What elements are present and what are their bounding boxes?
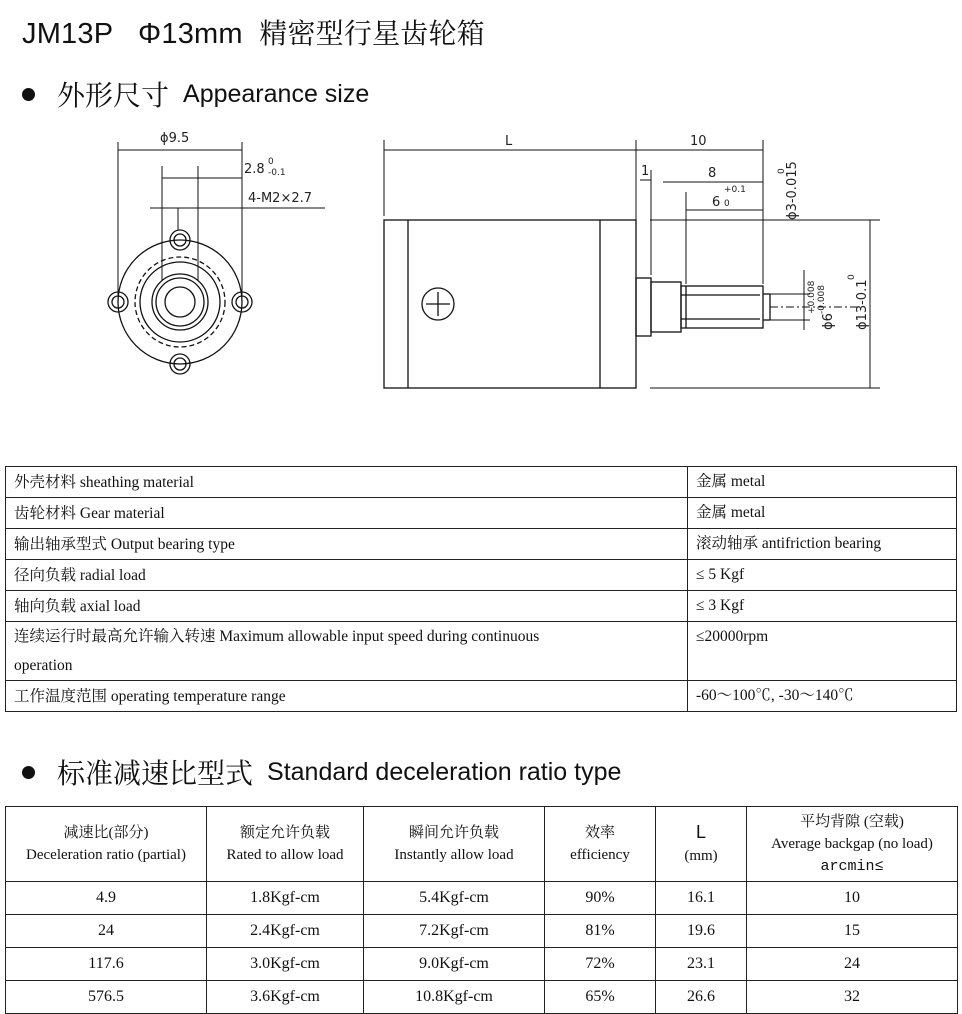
backlash-cell: 32 [747, 981, 958, 1014]
rated-load-cell: 3.6Kgf-cm [207, 981, 364, 1014]
dim-phi13: ϕ13-0.1 [855, 279, 870, 330]
spec-value: ≤ 3 Kgf [688, 591, 957, 622]
front-boss [152, 274, 208, 330]
dim-eight: 8 [708, 166, 717, 181]
spec-row [6, 622, 957, 681]
spec-row [6, 681, 957, 712]
technical-drawing [0, 120, 962, 400]
instant-load-cell: 5.4Kgf-cm [364, 882, 545, 915]
bolt-circle [135, 257, 225, 347]
dim-L: L [505, 134, 513, 149]
dim-phi6-lower: -0.008 [817, 284, 827, 314]
instant-load-cell: 9.0Kgf-cm [364, 948, 545, 981]
shaft-circle [165, 287, 195, 317]
length-cell: 16.1 [656, 882, 747, 915]
spec-label: 输出轴承型式 Output bearing type [6, 529, 688, 560]
spec-row [6, 498, 957, 529]
appearance-heading [22, 74, 369, 114]
bullet-icon [22, 766, 35, 779]
dim-phi3: ϕ3-0.015 [785, 161, 800, 220]
dim-phi13-zero: 0 [847, 274, 857, 280]
length-cell: 23.1 [656, 948, 747, 981]
side-dimensions [384, 140, 880, 388]
efficiency-cell: 90% [545, 882, 656, 915]
table-row [6, 948, 958, 981]
ratio-heading-cn: 标准减速比型式 [57, 757, 254, 790]
instant-load-cell: 10.8Kgf-cm [364, 981, 545, 1014]
spec-label: 齿轮材料 Gear material [6, 498, 688, 529]
backlash-cell: 24 [747, 948, 958, 981]
ratio-cell: 117.6 [6, 948, 207, 981]
ratio-cell: 576.5 [6, 981, 207, 1014]
header-length: L (mm) [656, 807, 747, 882]
dim-one: 1 [641, 164, 650, 179]
spec-row [6, 467, 957, 498]
model-diameter: Φ13mm [138, 18, 243, 50]
spec-row [6, 591, 957, 622]
output-boss [651, 282, 681, 332]
dim-phi6-upper: +0.008 [807, 280, 817, 314]
front-boss-inner [156, 278, 204, 326]
side-view [384, 220, 770, 388]
spec-value: 滚动轴承 antifriction bearing [688, 529, 957, 560]
spec-value: -60～100℃, -30～140℃ [688, 681, 957, 712]
product-name: 精密型行星齿轮箱 [259, 17, 485, 50]
spec-label: 外壳材料 sheathing material [6, 467, 688, 498]
ratio-cell: 24 [6, 915, 207, 948]
backlash-cell: 15 [747, 915, 958, 948]
efficiency-cell: 81% [545, 915, 656, 948]
rated-load-cell: 3.0Kgf-cm [207, 948, 364, 981]
length-cell: 19.6 [656, 915, 747, 948]
spec-label-line2: operation [14, 657, 73, 674]
ratio-cell: 4.9 [6, 882, 207, 915]
instant-load-cell: 7.2Kgf-cm [364, 915, 545, 948]
header-instant-load: 瞬间允许负载 Instantly allow load [364, 807, 545, 882]
dim-phi6: ϕ6 [821, 313, 836, 330]
efficiency-cell: 72% [545, 948, 656, 981]
rated-load-cell: 2.4Kgf-cm [207, 915, 364, 948]
spec-value: ≤20000rpm [688, 622, 957, 681]
dim-d28-tol-lower: -0.1 [268, 168, 286, 178]
spec-label: 轴向负载 axial load [6, 591, 688, 622]
spec-table [5, 466, 957, 712]
appearance-heading-en: Appearance size [183, 79, 370, 108]
header-ratio: 减速比(部分) Deceleration ratio (partial) [6, 807, 207, 882]
backlash-cell: 10 [747, 882, 958, 915]
ratio-heading-en: Standard deceleration ratio type [267, 757, 622, 786]
output-shaft [681, 286, 763, 328]
output-flange [636, 278, 651, 336]
rated-load-cell: 1.8Kgf-cm [207, 882, 364, 915]
length-cell: 26.6 [656, 981, 747, 1014]
spec-value: ≤ 5 Kgf [688, 560, 957, 591]
spec-row [6, 560, 957, 591]
dim-d28-tol-upper: 0 [268, 157, 274, 167]
efficiency-cell: 65% [545, 981, 656, 1014]
dim-six-tol-lower: 0 [724, 199, 730, 209]
dim-d28: 2.8 [244, 162, 265, 177]
spec-label: 径向负载 radial load [6, 560, 688, 591]
front-flange-outline [118, 240, 242, 364]
spec-label-line1: 连续运行时最高允许输入转速 Maximum allowable input speed during continuous [14, 628, 540, 645]
appearance-heading-cn: 外形尺寸 [57, 79, 170, 112]
spec-row [6, 529, 957, 560]
bullet-icon [22, 88, 35, 101]
dim-six: 6 [712, 195, 721, 210]
header-rated-load: 额定允许负载 Rated to allow load [207, 807, 364, 882]
spec-value: 金属 metal [688, 467, 957, 498]
dim-six-tol-upper: +0.1 [724, 185, 746, 195]
ratio-header-row [6, 807, 958, 882]
model-name: JM13P [22, 18, 114, 50]
table-row [6, 882, 958, 915]
dim-d95: ϕ9.5 [160, 131, 190, 146]
front-view [108, 142, 325, 374]
dim-m2: 4-M2×2.7 [248, 191, 313, 206]
spec-value: 金属 metal [688, 498, 957, 529]
ratio-table [5, 806, 958, 1014]
dim-phi3-zero: 0 [777, 168, 787, 174]
dim-ten: 10 [690, 134, 707, 149]
spec-label: 工作温度范围 operating temperature range [6, 681, 688, 712]
ratio-heading [22, 752, 621, 792]
header-backlash: 平均背隙 (空载) Average backgap (no load) arcmin≤ [747, 807, 958, 882]
table-row [6, 915, 958, 948]
header-efficiency: 效率 efficiency [545, 807, 656, 882]
table-row [6, 981, 958, 1014]
page-title [22, 12, 485, 52]
spec-label [6, 622, 688, 681]
